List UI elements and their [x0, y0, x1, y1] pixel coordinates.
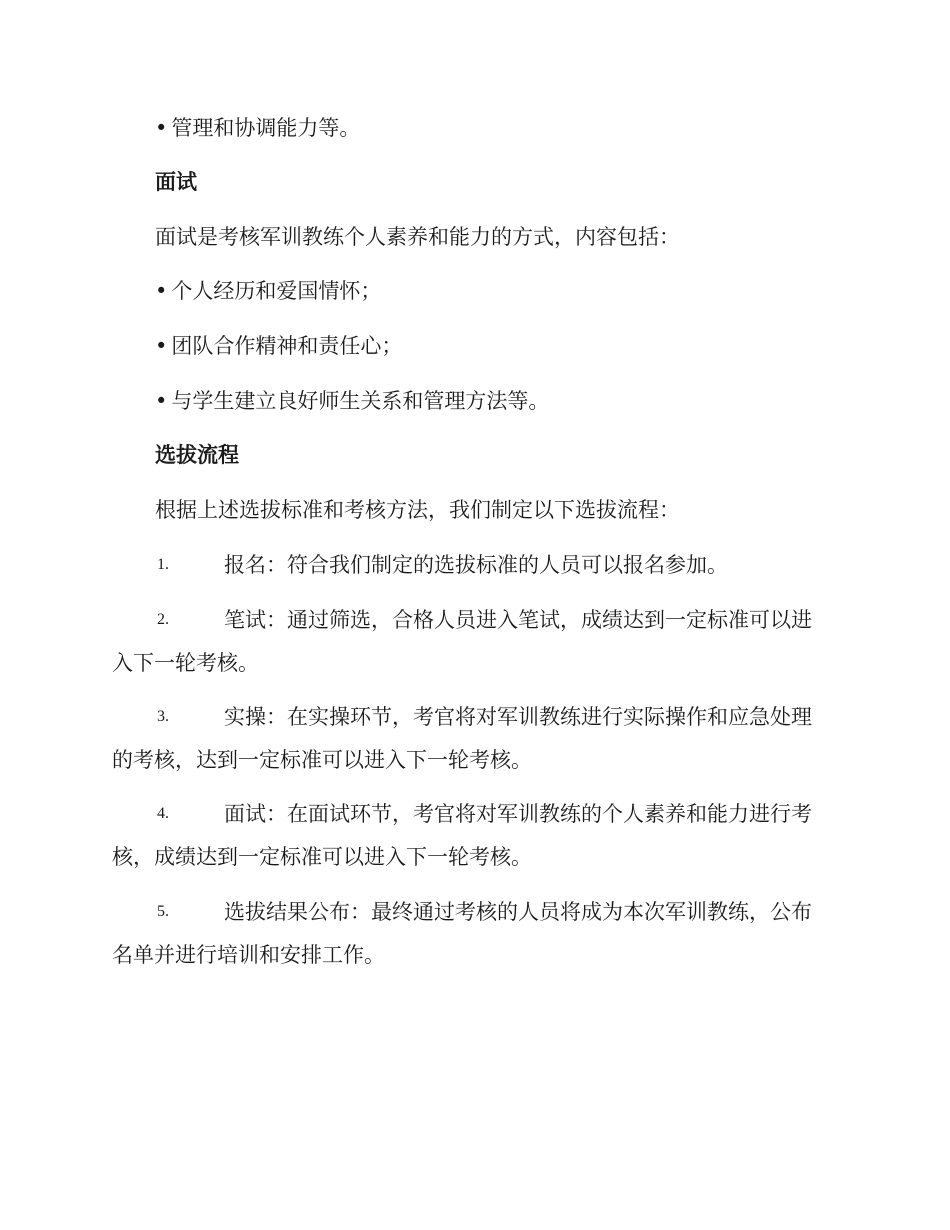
paragraph-process-intro: 根据上述选拔标准和考核方法，我们制定以下选拔流程：: [155, 498, 680, 522]
section-heading-process: 选拔流程: [155, 443, 239, 467]
step-number: 2.: [157, 611, 169, 628]
step-number: 1.: [157, 556, 169, 573]
bullet-item: [155, 387, 549, 415]
step-number: 4.: [157, 805, 169, 822]
bullet-marker: •: [155, 279, 168, 303]
step-text: 笔试：通过筛选，合格人员进入笔试，成绩达到一定标准可以进: [224, 608, 812, 632]
bullet-text: 与学生建立良好师生关系和管理方法等。: [171, 389, 550, 413]
step-text-continued: 名单并进行培训和安排工作。: [112, 943, 385, 967]
section-heading-interview: 面试: [155, 170, 197, 194]
bullet-text: 管理和协调能力等。: [171, 116, 361, 140]
paragraph-interview-intro: 面试是考核军训教练个人素养和能力的方式，内容包括：: [155, 225, 680, 249]
bullet-marker: •: [155, 334, 168, 358]
bullet-marker: •: [155, 116, 168, 140]
bullet-item: [155, 114, 360, 142]
bullet-item: [155, 332, 402, 360]
step-text-continued: 入下一轮考核。: [112, 651, 259, 675]
step-number: 3.: [157, 708, 169, 725]
bullet-item: [155, 277, 381, 305]
bullet-marker: •: [155, 389, 168, 413]
bullet-text: 团队合作精神和责任心；: [171, 334, 403, 358]
step-text: 实操：在实操环节，考官将对军训教练进行实际操作和应急处理: [224, 705, 812, 729]
step-text-continued: 的考核，达到一定标准可以进入下一轮考核。: [112, 748, 532, 772]
bullet-text: 个人经历和爱国情怀；: [171, 279, 382, 303]
step-number: 5.: [157, 903, 169, 920]
step-text-continued: 核，成绩达到一定标准可以进入下一轮考核。: [112, 845, 532, 869]
step-text: 面试：在面试环节，考官将对军训教练的个人素养和能力进行考: [224, 802, 812, 826]
step-text: 选拔结果公布：最终通过考核的人员将成为本次军训教练，公布: [224, 900, 812, 924]
step-text: 报名：符合我们制定的选拔标准的人员可以报名参加。: [224, 553, 728, 577]
